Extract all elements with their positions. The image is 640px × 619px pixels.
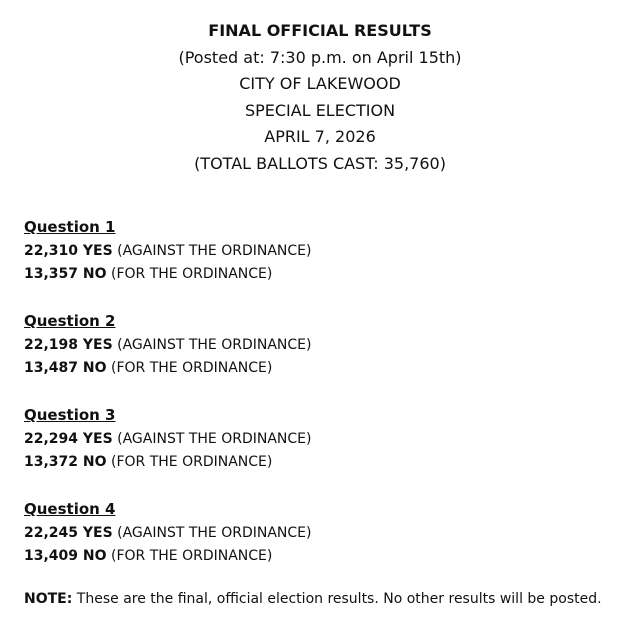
- no-result: [24, 263, 624, 287]
- yes-description: (AGAINST THE ORDINANCE): [112, 242, 312, 259]
- posted-time: (Posted at: 7:30 p.m. on April 15th): [178, 47, 462, 67]
- yes-result: [24, 240, 624, 264]
- yes-description: (AGAINST THE ORDINANCE): [112, 524, 312, 541]
- no-description: (FOR THE ORDINANCE): [106, 548, 273, 564]
- yes-count: 22,310 YES: [24, 242, 113, 259]
- yes-description: (AGAINST THE ORDINANCE): [112, 430, 312, 447]
- no-result: [24, 545, 624, 569]
- yes-count: 22,294 YES: [24, 430, 113, 447]
- election-name: SPECIAL ELECTION: [244, 100, 396, 120]
- city-name: CITY OF LAKEWOOD: [239, 74, 401, 93]
- note-label: NOTE:: [24, 591, 73, 607]
- question-label: Question 2: [24, 312, 116, 330]
- question-block-3: [24, 404, 624, 475]
- no-count: 13,372 NO: [24, 454, 107, 470]
- no-count: 13,357 NO: [24, 266, 107, 282]
- no-description: (FOR THE ORDINANCE): [106, 454, 273, 470]
- question-label: Question 1: [24, 218, 116, 236]
- page-title: FINAL OFFICIAL RESULTS: [208, 21, 432, 40]
- yes-description: (AGAINST THE ORDINANCE): [112, 336, 312, 353]
- no-description: (FOR THE ORDINANCE): [106, 360, 273, 376]
- no-result: [24, 451, 624, 475]
- yes-result: [24, 334, 624, 358]
- no-result: [24, 357, 624, 381]
- question-label: Question 4: [24, 500, 116, 518]
- note-text: These are the final, official election results. No other results will be posted.: [72, 591, 602, 607]
- question-block-2: [24, 310, 624, 381]
- question-block-1: [24, 216, 624, 287]
- total-ballots: (TOTAL BALLOTS CAST: 35,760): [194, 153, 446, 173]
- no-description: (FOR THE ORDINANCE): [106, 266, 273, 282]
- yes-count: 22,245 YES: [24, 524, 113, 541]
- results-header: [0, 18, 640, 177]
- election-date: APRIL 7, 2026: [264, 127, 376, 146]
- question-label: Question 3: [24, 406, 116, 424]
- yes-result: [24, 522, 624, 546]
- question-block-4: [24, 498, 624, 569]
- results-note: [24, 588, 624, 610]
- yes-result: [24, 428, 624, 452]
- no-count: 13,487 NO: [24, 360, 107, 376]
- no-count: 13,409 NO: [24, 548, 107, 564]
- yes-count: 22,198 YES: [24, 336, 113, 353]
- results-list: [24, 216, 624, 592]
